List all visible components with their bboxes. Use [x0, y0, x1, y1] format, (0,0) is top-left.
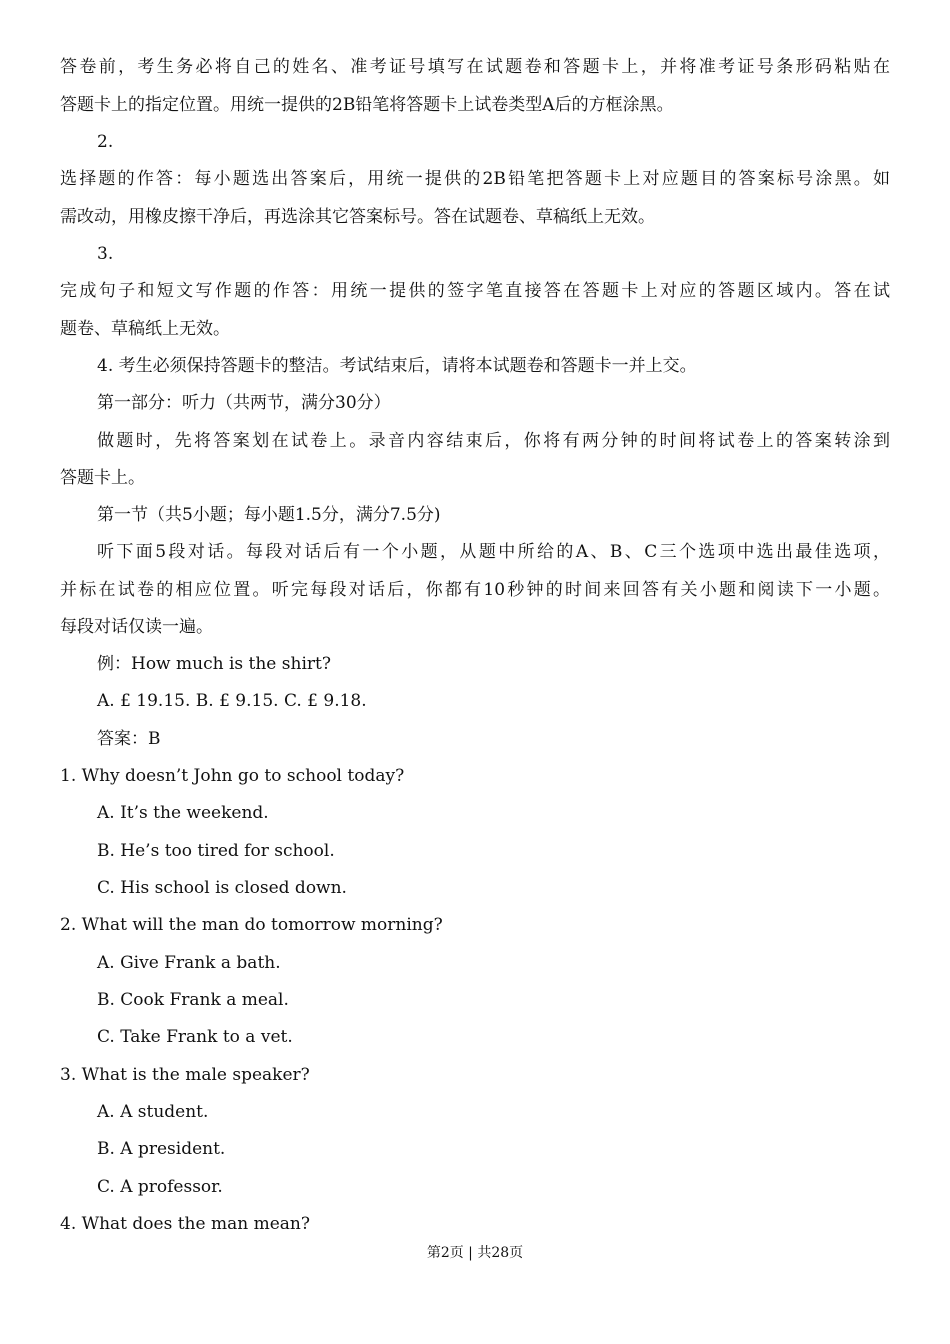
part1-heading: 第一部分：听力（共两节，满分30分） — [97, 393, 391, 413]
question-3-option-c: C. A professor. — [97, 1177, 223, 1197]
question-1-option-a: A. It’s the weekend. — [97, 803, 269, 823]
question-1-stem: 1. Why doesn’t John go to school today? — [60, 766, 405, 786]
question-2-option-a: A. Give Frank a bath. — [97, 953, 281, 973]
question-3-option-b: B. A president. — [97, 1139, 226, 1159]
question-1-option-b: B. He’s too tired for school. — [97, 841, 335, 861]
instruction-3-line-1: 完成句子和短文写作题的作答：用统一提供的签字笔直接答在答题卡上对应的答题区域内。答在试 — [60, 281, 890, 301]
example-answer: 答案：B — [97, 729, 161, 749]
question-3-option-a: A. A student. — [97, 1102, 209, 1122]
instruction-2-number: 2. — [97, 132, 114, 152]
question-3-stem: 3. What is the male speaker? — [60, 1065, 310, 1085]
question-2-option-b: B. Cook Frank a meal. — [97, 990, 289, 1010]
example-options: A. £ 19.15. B. £ 9.15. C. £ 9.18. — [97, 691, 367, 711]
question-2-option-c: C. Take Frank to a vet. — [97, 1027, 293, 1047]
section1-desc-line-1: 听下面5段对话。每段对话后有一个小题，从题中所给的A、B、C三个选项中选出最佳选项， — [97, 542, 890, 562]
instruction-1-line-1: 答卷前，考生务必将自己的姓名、准考证号填写在试题卷和答题卡上，并将准考证号条形码粘贴在 — [60, 57, 890, 77]
question-4-stem: 4. What does the man mean? — [60, 1214, 310, 1234]
instruction-3-line-2: 题卷、草稿纸上无效。 — [60, 319, 230, 339]
instruction-3-number: 3. — [97, 244, 114, 264]
section1-desc-line-2: 并标在试卷的相应位置。听完每段对话后，你都有10秒钟的时间来回答有关小题和阅读下一小题。 — [60, 580, 890, 600]
instruction-2-line-2: 需改动，用橡皮擦干净后，再选涂其它答案标号。答在试题卷、草稿纸上无效。 — [60, 207, 655, 227]
section1-heading: 第一节（共5小题；每小题1.5分，满分7.5分) — [97, 505, 441, 525]
question-2-stem: 2. What will the man do tomorrow morning? — [60, 915, 443, 935]
part1-desc-line-2: 答题卡上。 — [60, 468, 145, 488]
example-question: 例：How much is the shirt? — [97, 654, 331, 674]
page-number: 第2页 | 共28页 — [426, 1245, 524, 1261]
question-1-option-c: C. His school is closed down. — [97, 878, 347, 898]
section1-desc-line-3: 每段对话仅读一遍。 — [60, 617, 213, 637]
part1-desc-line-1: 做题时，先将答案划在试卷上。录音内容结束后，你将有两分钟的时间将试卷上的答案转涂到 — [97, 431, 890, 451]
instruction-2-line-1: 选择题的作答：每小题选出答案后，用统一提供的2B铅笔把答题卡上对应题目的答案标号涂黑。如 — [60, 169, 890, 189]
instruction-1-line-2: 答题卡上的指定位置。用统一提供的2B铅笔将答题卡上试卷类型A后的方框涂黑。 — [60, 95, 674, 115]
instruction-4: 4. 考生必须保持答题卡的整洁。考试结束后，请将本试题卷和答题卡一并上交。 — [97, 356, 697, 376]
